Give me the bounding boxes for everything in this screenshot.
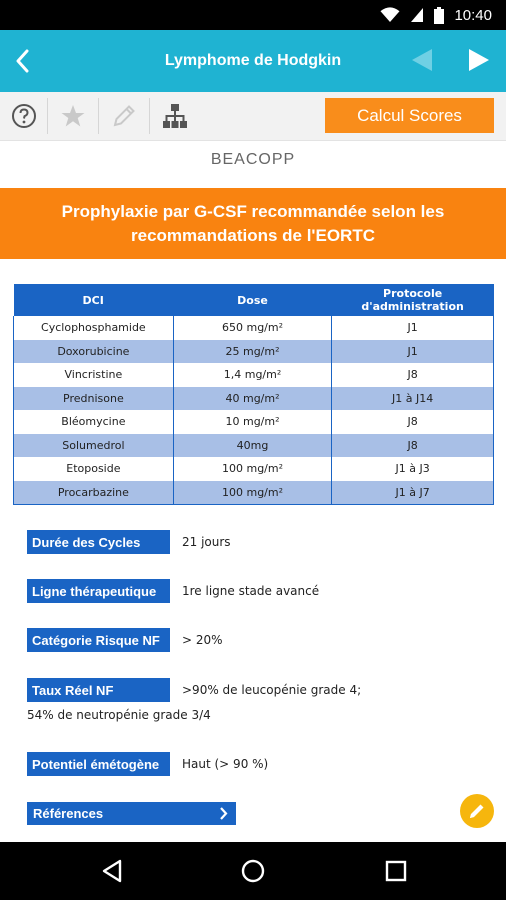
next-icon[interactable]: [467, 47, 491, 77]
column-header-dose: Dose: [173, 284, 331, 316]
drug-table: [13, 284, 494, 505]
ligne-therapeutique-label: Ligne thérapeutique: [27, 579, 170, 603]
status-time: 10:40: [454, 6, 492, 24]
nav-back-icon[interactable]: [99, 858, 125, 884]
table-cell-protocole: J8: [332, 410, 494, 434]
edit-icon[interactable]: [460, 794, 494, 828]
table-cell-dose: 100 mg/m²: [173, 481, 331, 505]
back-arrow-icon[interactable]: [2, 30, 42, 92]
duree-cycles-label: Durée des Cycles: [27, 530, 170, 554]
taux-reel-value-line2: 54% de neutropénie grade 3/4: [27, 708, 211, 722]
table-cell-dose: 650 mg/m²: [173, 316, 331, 340]
status-bar: [0, 0, 506, 30]
table-row: [14, 316, 494, 340]
table-cell-protocole: J8: [332, 363, 494, 387]
pencil-icon[interactable]: [108, 100, 140, 132]
star-icon[interactable]: [57, 100, 89, 132]
table-cell-protocole: J1 à J14: [332, 387, 494, 411]
nav-recents-icon[interactable]: [383, 858, 409, 884]
page-title: Lymphome de Hodgkin: [164, 52, 342, 69]
chevron-right-icon: [219, 806, 228, 824]
table-row: [14, 410, 494, 434]
signal-icon: [410, 7, 424, 23]
nav-home-icon[interactable]: [240, 858, 266, 884]
toolbar-divider: [149, 98, 150, 134]
table-row: [14, 363, 494, 387]
table-cell-dose: 25 mg/m²: [173, 340, 331, 364]
taux-reel-label: Taux Réel NF: [27, 678, 170, 702]
table-cell-protocole: J1: [332, 316, 494, 340]
potentiel-emetogene-value: Haut (> 90 %): [182, 757, 269, 771]
battery-icon: [434, 7, 444, 24]
duree-cycles-value: 21 jours: [182, 535, 231, 549]
table-row: [14, 434, 494, 458]
table-cell-protocole: J1: [332, 340, 494, 364]
column-header-protocole: Protocole d'administration: [332, 284, 494, 316]
system-nav-bar: [0, 842, 506, 900]
toolbar-divider: [47, 98, 48, 134]
table-cell-dose: 40mg: [173, 434, 331, 458]
gcsf-banner: Prophylaxie par G-CSF recommandée selon les recommandations de l'EORTC: [0, 188, 506, 259]
table-row: [14, 340, 494, 364]
table-cell-dci: Etoposide: [14, 457, 174, 481]
table-cell-dci: Procarbazine: [14, 481, 174, 505]
table-cell-dose: 1,4 mg/m²: [173, 363, 331, 387]
table-cell-dose: 10 mg/m²: [173, 410, 331, 434]
table-cell-dci: Bléomycine: [14, 410, 174, 434]
references-button[interactable]: [27, 802, 236, 825]
toolbar-divider: [98, 98, 99, 134]
calcul-scores-button[interactable]: Calcul Scores: [325, 98, 494, 133]
table-header-row: [14, 284, 494, 316]
table-cell-dose: 40 mg/m²: [173, 387, 331, 411]
table-row: [14, 457, 494, 481]
categorie-risque-label: Catégorie Risque NF: [27, 628, 170, 652]
column-header-dci: DCI: [14, 284, 174, 316]
table-cell-dci: Cyclophosphamide: [14, 316, 174, 340]
taux-reel-value: >90% de leucopénie grade 4;: [182, 683, 362, 697]
table-cell-dci: Solumedrol: [14, 434, 174, 458]
potentiel-emetogene-label: Potentiel émétogène: [27, 752, 170, 776]
table-cell-protocole: J1 à J7: [332, 481, 494, 505]
hierarchy-icon[interactable]: [159, 100, 191, 132]
wifi-icon: [380, 7, 400, 23]
prev-icon[interactable]: [410, 47, 434, 77]
table-row: [14, 387, 494, 411]
table-cell-dci: Vincristine: [14, 363, 174, 387]
table-cell-protocole: J1 à J3: [332, 457, 494, 481]
table-cell-protocole: J8: [332, 434, 494, 458]
table-cell-dci: Prednisone: [14, 387, 174, 411]
categorie-risque-value: > 20%: [182, 633, 223, 647]
table-row: [14, 481, 494, 505]
protocol-name: BEACOPP: [210, 151, 296, 168]
table-cell-dose: 100 mg/m²: [173, 457, 331, 481]
app-bar: [0, 30, 506, 92]
ligne-therapeutique-value: 1re ligne stade avancé: [182, 584, 320, 598]
table-cell-dci: Doxorubicine: [14, 340, 174, 364]
references-label: Références: [33, 806, 104, 821]
help-icon[interactable]: [8, 100, 40, 132]
